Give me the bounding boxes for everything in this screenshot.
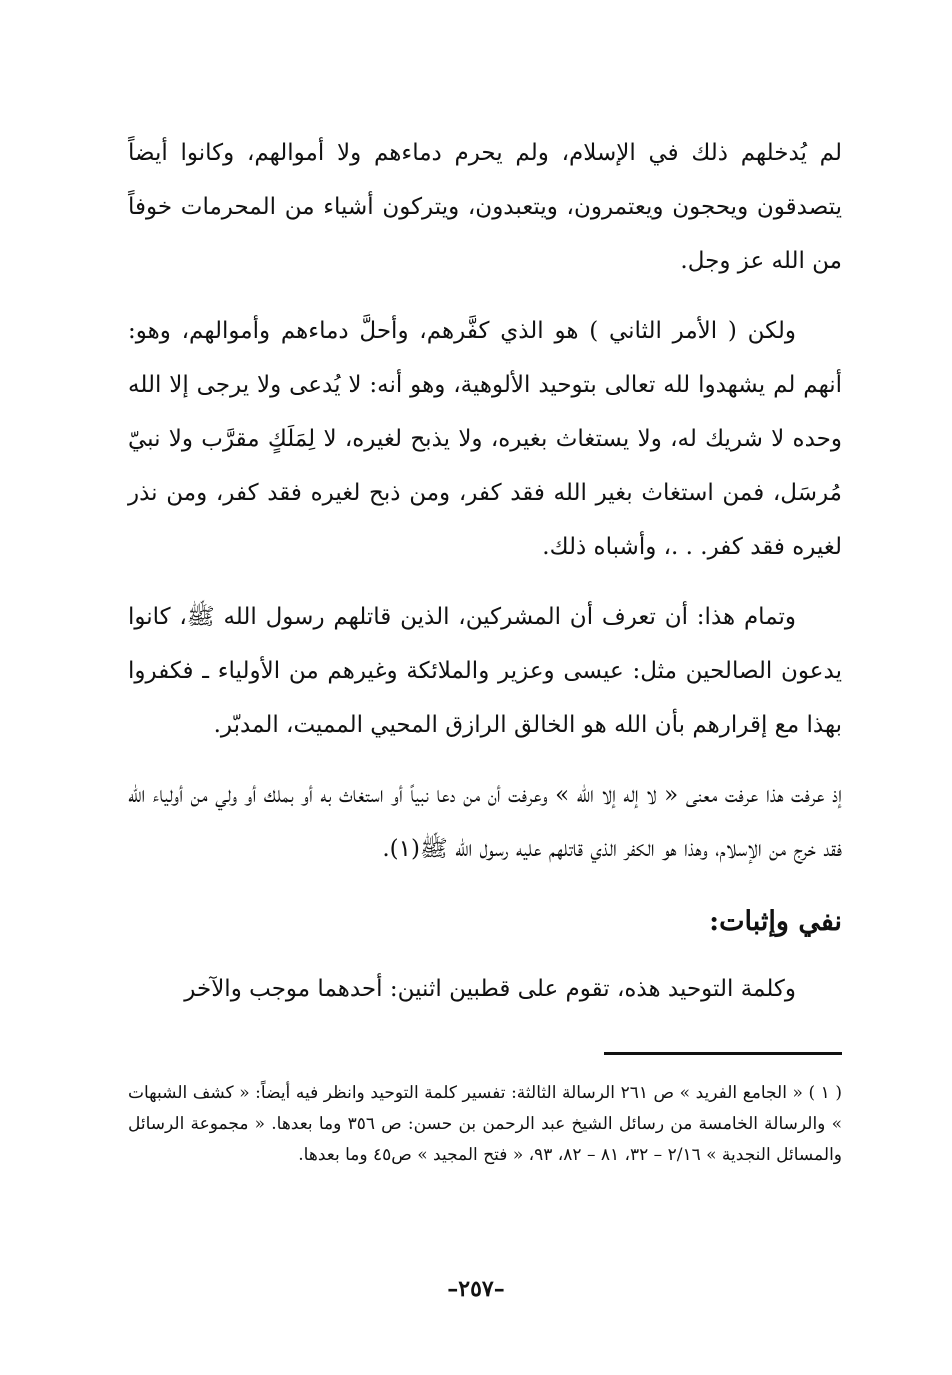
footnote-separator bbox=[604, 1052, 842, 1055]
main-text bbox=[128, 126, 842, 1032]
paragraph-4: إذ عرفت هذا عرفت معنى « لا إله إلا الله » وعرفت أن من دعا نبياً أو استغاث به أو بملك أو ولي من أولياء الله فقد خرج من الإسلام، وهذا هو الكفر الذي قاتلهم عليه رسول الله ﷺ(١). bbox=[128, 782, 842, 862]
footnote-1: ( ١ ) « الجامع الفريد » ص ٢٦١ الرسالة الثالثة: تفسير كلمة التوحيد وانظر فيه أيضاً: « كشف الشبهات » والرسالة الخامسة من رسائل الشيخ عبد الرحمن بن حسن: ص ٣٥٦ وما بعدها. « مجموعة الرسائل والمسائل النجدية » ٢/١٦ – ٣٢، ٨١ – ٨٢، ٩٣، « فتح المجيد » ص٤٥ وما بعدها. bbox=[128, 1083, 842, 1165]
paragraph-2: ولكن ( الأمر الثاني ) هو الذي كفَّرهم، وأحلَّ دماءهم وأموالهم، وهو: أنهم لم يشهدوا لله تعالى بتوحيد الألوهية، وهو أنه: لا يُدعى ولا يرجى إلا الله وحده لا شريك له، ولا يستغاث بغيره، ولا يذبح لغيره، لا لِمَلَكٍ مقرَّب ولا نبيّ مُرسَل، فمن استغاث بغير الله فقد كفر، ومن ذبح لغيره فقد كفر، ومن نذر لغيره فقد كفر. . .، وأشباه ذلك. bbox=[128, 318, 842, 560]
page-number: –٢٥٧– bbox=[447, 1276, 505, 1302]
paragraph-5: وكلمة التوحيد هذه، تقوم على قطبين اثنين: أحدهما موجب والآخر bbox=[184, 976, 796, 1002]
paragraph-3: وتمام هذا: أن تعرف أن المشركين، الذين قاتلهم رسول الله ﷺ، كانوا يدعون الصالحين مثل: عيسى وعزير والملائكة وغيرهم من الأولياء ـ فكفروا بهذا مع إقرارهم بأن الله هو الخالق الرازق المحيي المميت، المدبّر. bbox=[128, 604, 842, 738]
footnotes bbox=[128, 1078, 842, 1171]
paragraph-1: لم يُدخلهم ذلك في الإسلام، ولم يحرم دماءهم ولا أموالهم، وكانوا أيضاً يتصدقون ويحجون ويعتمرون، ويتعبدون، ويتركون أشياء من المحرمات خوفاً من الله عز وجل. bbox=[128, 140, 842, 274]
section-heading: نفي وإثبات: bbox=[709, 906, 842, 937]
